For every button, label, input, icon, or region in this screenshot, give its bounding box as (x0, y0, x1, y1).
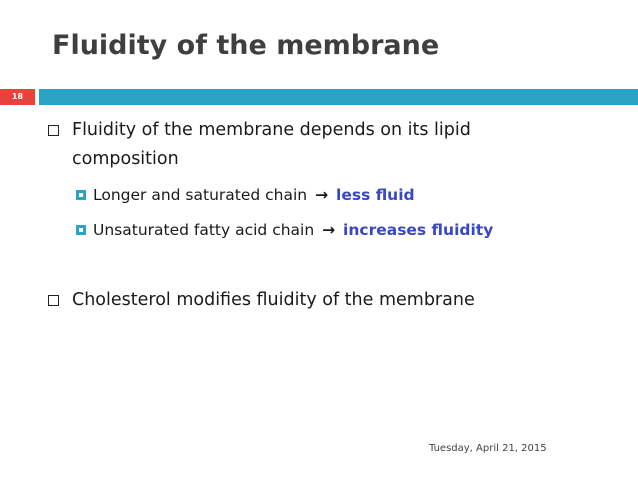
sub-bullet-text: Longer and saturated chain (93, 186, 308, 204)
title-rule (39, 89, 638, 105)
bullet-text-line1: Cholesterol modifies fluidity of the membrane (72, 290, 475, 310)
right-arrow-icon: → (322, 221, 336, 239)
sub-bullet-saturated-chain (76, 184, 415, 206)
slide-title: Fluidity of the membrane (52, 30, 440, 61)
bullet-lipid-composition (48, 116, 568, 174)
footer-date: Tuesday, April 21, 2015 (429, 443, 547, 454)
emphasis-text: less fluid (336, 186, 415, 204)
right-arrow-icon: → (315, 186, 329, 204)
bullet-text-line2: composition (72, 149, 179, 169)
bullet-text-line1: Fluidity of the membrane depends on its lipid (72, 120, 471, 140)
bullet-cholesterol (48, 286, 568, 315)
square-bullet-icon (76, 225, 86, 235)
sub-bullet-unsaturated-chain (76, 219, 493, 241)
emphasis-text: increases fluidity (343, 221, 494, 239)
square-bullet-icon (76, 190, 86, 200)
hollow-square-bullet-icon (48, 295, 59, 306)
hollow-square-bullet-icon (48, 125, 59, 136)
sub-bullet-text: Unsaturated fatty acid chain (93, 221, 315, 239)
slide-number: 18 (11, 92, 24, 101)
